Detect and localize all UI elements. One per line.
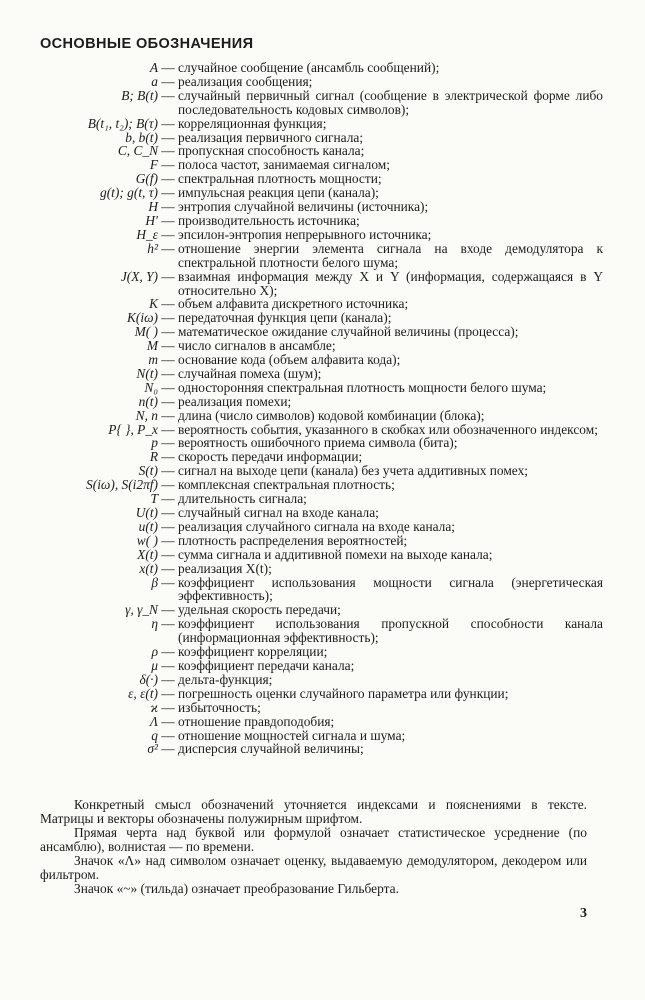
dash: — [161,157,175,173]
definition-row [0,715,645,729]
definition-text: погрешность оценки случайного параметра или функции; [178,685,509,701]
definition-symbol: F [149,157,158,173]
definition-row [0,617,645,645]
definition-row [0,645,645,659]
definition-row [0,89,645,117]
definition-row [0,742,645,756]
definition-text: отношение мощностей сигнала и шума; [178,727,406,743]
definition-symbol: M( ) [134,324,158,340]
definition-text: случайный первичный сигнал (сообщение в электрической форме либо последовательность кодовых символов); [178,87,603,117]
dash: — [161,129,175,145]
definition-text: полоса частот, занимаемая сигналом; [178,157,390,173]
definition-text: объем алфавита дискретного источника; [178,296,409,312]
dash: — [161,296,175,312]
page-number: 3 [580,906,587,921]
dash: — [161,616,175,632]
definition-symbol: K(iω) [126,310,158,326]
definition-text: дисперсия случайной величины; [178,741,364,757]
definition-row [0,325,645,339]
dash: — [161,644,175,660]
definition-row [0,576,645,604]
definition-symbol: μ [151,657,158,673]
definition-symbol: S(t) [138,463,158,479]
definition-text: коэффициент передачи канала; [178,657,355,673]
dash: — [161,60,175,75]
definition-text: случайное сообщение (ансамбль сообщений); [178,60,440,75]
definition-row [0,367,645,381]
definition-row [0,673,645,687]
definition-symbol: h² [147,240,158,256]
definition-row [0,492,645,506]
dash: — [161,393,175,409]
definition-row [0,687,645,701]
dash: — [161,574,175,590]
dash: — [161,268,175,284]
dash: — [161,73,175,89]
definition-symbol: N(t) [136,365,158,381]
definition-row [0,172,645,186]
definition-text: односторонняя спектральная плотность мощности белого шума; [178,379,547,395]
definition-symbol: K [149,296,158,312]
definition-text: импульсная реакция цепи (канала); [178,185,379,201]
definition-symbol: U(t) [135,505,158,520]
definition-row [0,701,645,715]
definition-row [0,548,645,562]
definition-text: удельная скорость передачи; [178,602,341,618]
definition-symbol: H′ [145,212,158,228]
definition-text: эпсилон-энтропия непрерывного источника; [178,226,432,242]
definition-symbol: S(iω), S(i2πf) [86,477,158,493]
dash: — [161,532,175,548]
definition-symbol: n(t) [138,393,158,409]
definition-row [0,270,645,298]
definition-symbol: γ, γ_N [125,602,158,618]
definition-row [0,297,645,311]
dash: — [161,421,175,437]
definition-row [0,381,645,395]
dash: — [161,87,175,103]
definition-row [0,534,645,548]
definition-row [0,75,645,89]
definition-row [0,506,645,520]
definition-text: передаточная функция цепи (канала); [178,310,392,326]
definition-text: сумма сигнала и аддитивной помехи на выходе канала; [178,546,493,562]
definition-symbol: H [148,199,158,215]
dash: — [161,518,175,534]
dash: — [161,240,175,256]
definition-text: дельта-функция; [178,671,273,687]
dash: — [161,741,175,757]
definition-row [0,409,645,423]
dash: — [161,560,175,576]
definition-text: длина (число символов) кодовой комбинации (блока); [178,407,485,423]
definition-symbol: σ² [147,741,158,757]
definition-symbol: Λ [149,713,158,729]
definition-symbol: J(X, Y) [120,268,158,284]
dash: — [161,143,175,159]
definition-text: отношение правдоподобия; [178,713,335,729]
definition-text: коэффициент использования пропускной способности канала (информационная эффективность); [178,616,603,646]
definition-symbol: T [150,491,158,507]
dash: — [161,226,175,242]
dash: — [161,671,175,687]
dash: — [161,727,175,743]
note-paragraph: Значок «Λ» над символом означает оценку, выдаваемую демодулятором, декодером или фильтром. [40,853,587,882]
dash: — [161,477,175,493]
definition-symbol: N₀ [144,379,158,395]
definition-row [0,520,645,534]
definition-row [0,450,645,464]
definition-text: реализация помехи; [178,393,292,409]
definition-symbol: G(f) [135,171,158,187]
definition-text: коэффициент использования мощности сигнала (энергетическая эффективность); [178,574,603,604]
dash: — [161,435,175,451]
definition-text: вероятность события, указанного в скобках или обозначенного индексом; [178,421,598,437]
definition-text: пропускная способность канала; [178,143,365,159]
definition-text: отношение энергии элемента сигнала на входе демодулятора к спектральной плотности белого шума; [178,240,603,270]
dash: — [161,463,175,479]
definition-text: корреляционная функция; [178,115,327,131]
definition-text: основание кода (объем алфавита кода); [178,352,401,368]
definition-symbol: B(t₁, t₂); B(τ) [87,115,158,131]
definition-text: реализация сообщения; [178,73,313,89]
definition-row [0,339,645,353]
definition-symbol: ε, ε(t) [128,685,158,701]
note-paragraph: Прямая черта над буквой или формулой означает статистическое усреднение (по ансамблю), волнистая — по времени. [40,825,587,854]
definition-row [0,353,645,367]
definition-row [0,423,645,437]
definition-symbol: x(t) [139,560,158,576]
dash: — [161,505,175,520]
definition-symbol: ϰ [150,699,158,715]
definition-symbol: p [151,435,158,451]
definition-symbol: q [151,727,158,743]
definition-text: реализация первичного сигнала; [178,129,364,145]
definition-symbol: N, n [135,407,158,423]
dash: — [161,491,175,507]
dash: — [161,407,175,423]
definition-row [0,436,645,450]
definition-symbol: δ(·) [139,671,158,687]
definition-row [0,131,645,145]
definition-text: плотность распределения вероятностей; [178,532,408,548]
definition-text: реализация случайного сигнала на входе канала; [178,518,456,534]
notes-section [40,798,587,896]
definition-text: спектральная плотность мощности; [178,171,382,187]
definition-row [0,158,645,172]
definition-symbol: w( ) [136,532,158,548]
definition-symbol: M [146,338,158,354]
definition-symbol: η [151,616,158,632]
definition-row [0,464,645,478]
dash: — [161,185,175,201]
definition-row [0,603,645,617]
definition-row [0,61,645,75]
note-paragraph: Конкретный смысл обозначений уточняется индексами и пояснениями в тексте. Матрицы и векторы обозначены полужирным шрифтом. [40,797,587,826]
dash: — [161,324,175,340]
definitions-list [0,61,645,756]
definition-text: случайная помеха (шум); [178,365,322,381]
dash: — [161,115,175,131]
definition-row [0,562,645,576]
definition-text: математическое ожидание случайной величины (процесса); [178,324,519,340]
dash: — [161,699,175,715]
definition-symbol: a [151,73,158,89]
dash: — [161,310,175,326]
definition-text: вероятность ошибочного приема символа (бита); [178,435,458,451]
definition-row [0,228,645,242]
dash: — [161,199,175,215]
definition-row [0,478,645,492]
definition-row [0,729,645,743]
definition-row [0,186,645,200]
definition-row [0,311,645,325]
definition-row [0,144,645,158]
definition-text: комплексная спектральная плотность; [178,477,395,493]
dash: — [161,338,175,354]
definition-text: взаимная информация между X и Y (информация, содержащаяся в Y относительно X); [178,268,603,298]
definition-row [0,117,645,131]
definition-row [0,395,645,409]
definition-row [0,659,645,673]
definition-text: случайный сигнал на входе канала; [178,505,379,520]
definition-symbol: X(t) [137,546,158,562]
definition-symbol: b, b(t) [125,129,158,145]
definition-row [0,214,645,228]
definition-symbol: H_ε [136,226,158,242]
definition-text: длительность сигнала; [178,491,307,507]
dash: — [161,546,175,562]
definition-symbol: u(t) [138,518,158,534]
note-paragraph: Значок «~» (тильда) означает преобразование Гильберта. [74,881,399,896]
dash: — [161,365,175,381]
definition-symbol: R [149,449,158,465]
definition-text: число сигналов в ансамбле; [178,338,336,354]
definition-text: избыточность; [178,699,261,715]
dash: — [161,713,175,729]
definition-text: коэффициент корреляции; [178,644,328,660]
definition-row [0,242,645,270]
definition-text: сигнал на выходе цепи (канала) без учета аддитивных помех; [178,463,528,479]
dash: — [161,602,175,618]
definition-symbol: m [148,352,158,368]
definition-symbol: A [149,60,158,75]
definition-text: производительность источника; [178,212,360,228]
definition-symbol: ρ [151,644,158,660]
definition-text: энтропия случайной величины (источника); [178,199,429,215]
dash: — [161,657,175,673]
definition-row [0,200,645,214]
dash: — [161,171,175,187]
dash: — [161,379,175,395]
definition-symbol: g(t); g(t, τ) [100,185,158,201]
definition-symbol: P{ }, P_x [108,421,158,437]
dash: — [161,449,175,465]
page-title: ОСНОВНЫЕ ОБОЗНАЧЕНИЯ [40,36,254,52]
dash: — [161,352,175,368]
definition-symbol: C, C_N [117,143,158,159]
definition-symbol: β [151,574,158,590]
dash: — [161,685,175,701]
definition-symbol: B; B(t) [121,87,158,103]
definition-text: скорость передачи информации; [178,449,363,465]
definition-text: реализация X(t); [178,560,272,576]
dash: — [161,212,175,228]
